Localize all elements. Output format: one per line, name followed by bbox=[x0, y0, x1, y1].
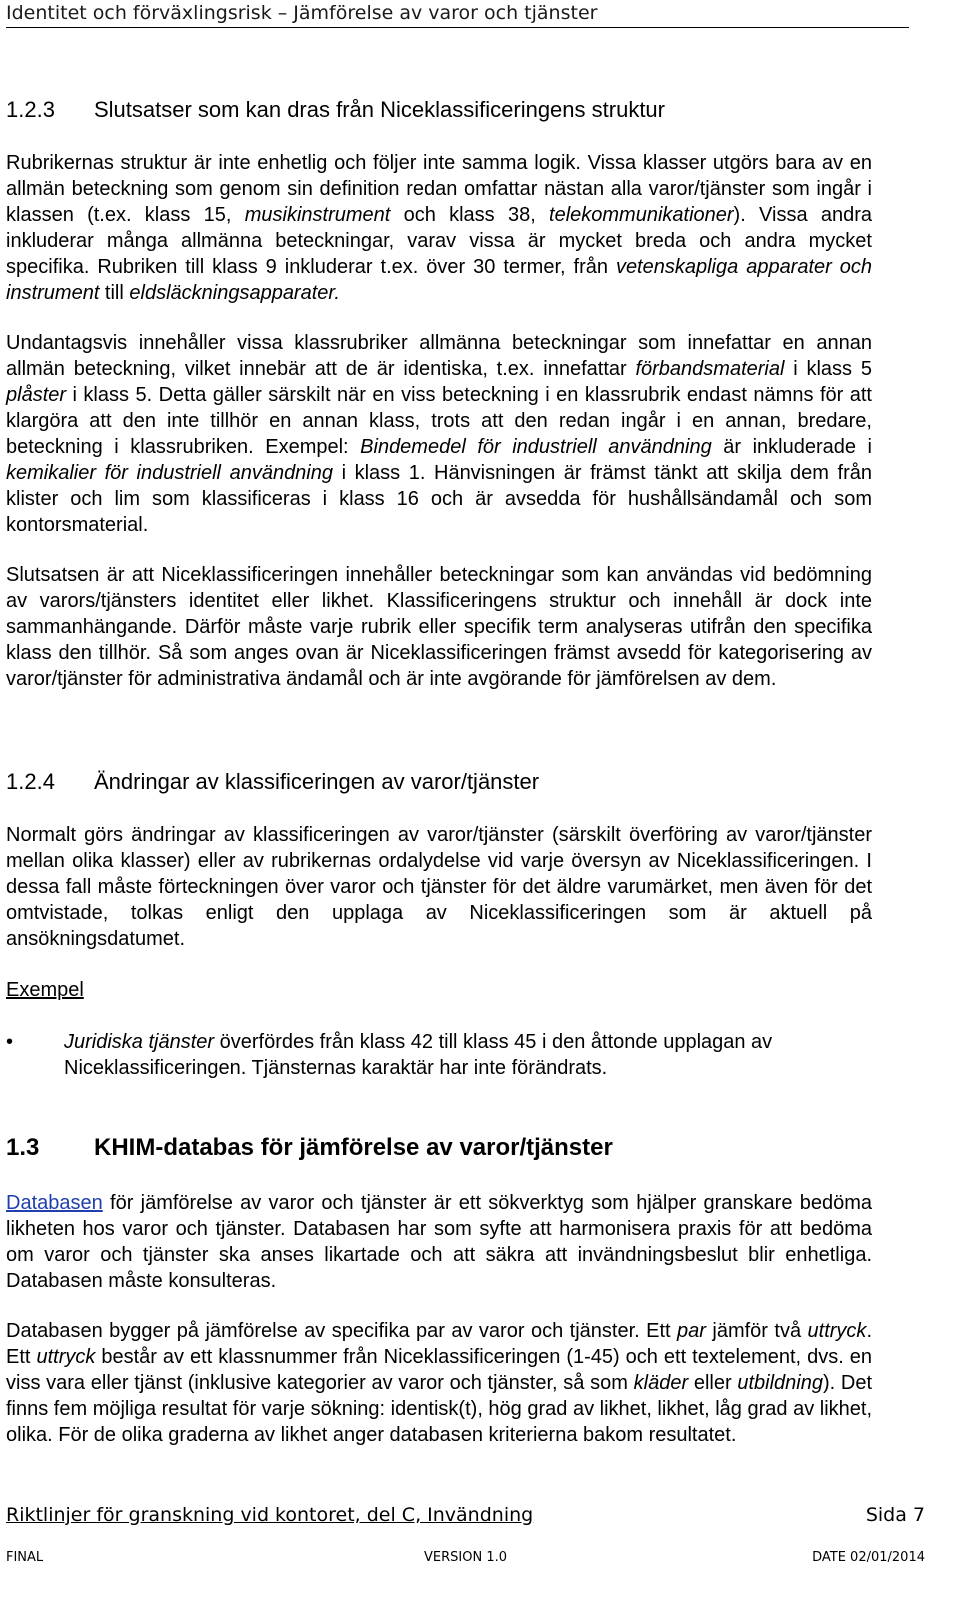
list-item bbox=[6, 1029, 872, 1081]
section-number: 1.2.3 bbox=[6, 97, 55, 122]
example-label: Exempel bbox=[6, 979, 84, 1001]
section-title: Slutsatser som kan dras från Niceklassificeringens struktur bbox=[94, 97, 665, 122]
text-run: är inkluderade i bbox=[711, 436, 873, 458]
section-heading-1-3 bbox=[6, 1133, 613, 1163]
text-run-italic: musikinstrument bbox=[244, 204, 391, 226]
footer-status: FINAL bbox=[6, 1550, 44, 1565]
bullet-icon: • bbox=[6, 1031, 14, 1053]
text-run: eller bbox=[688, 1372, 738, 1394]
paragraph-exceptions bbox=[6, 330, 872, 538]
text-run-italic: uttryck bbox=[807, 1320, 867, 1342]
text-run: jämför två bbox=[705, 1320, 808, 1342]
header-rule bbox=[6, 27, 909, 28]
paragraph-database-pairs bbox=[6, 1318, 872, 1448]
section-heading-1-2-3 bbox=[6, 96, 665, 124]
text-run: överfördes från klass 42 till klass 45 i den åttonde upplagan av Niceklassificeringen. Tjänsternas karaktär har inte förändrats. bbox=[64, 1031, 773, 1079]
text-run: i klass 5 bbox=[784, 358, 872, 380]
text-run-italic: vetenskapliga apparater och instrument bbox=[6, 256, 873, 304]
footer-version: VERSION 1.0 bbox=[424, 1550, 507, 1565]
text-run-italic: förbandsmaterial bbox=[635, 358, 785, 380]
text-run-italic: Juridiska tjänster bbox=[64, 1031, 215, 1053]
text-run-italic: par bbox=[677, 1320, 706, 1342]
footer-doc-title: Riktlinjer för granskning vid kontoret, del C, Invändning bbox=[6, 1504, 534, 1526]
paragraph-rubric-structure bbox=[6, 150, 872, 306]
text-run-italic: utbildning bbox=[737, 1372, 823, 1394]
text-run-italic: telekommunikationer bbox=[549, 204, 734, 226]
section-title: KHIM-databas för jämförelse av varor/tjänster bbox=[94, 1134, 613, 1161]
paragraph-changes: Normalt görs ändringar av klassificeringen av varor/tjänster (särskilt överföring av varor/tjänster mellan olika klasser) eller av rubrikernas ordalydelse vid varje översyn av Niceklassificeringen. I dessa fall måste förteckningen över varor och tjänster för det äldre varumärket, men även för det omtvistade, tolkas enligt den upplaga av Niceklassificeringen som är aktuell på ansökningsdatumet. bbox=[6, 824, 872, 950]
text-run: Databasen bygger på jämförelse av specifika par av varor och tjänster. Ett bbox=[6, 1320, 678, 1342]
page-number: Sida 7 bbox=[865, 1504, 925, 1526]
list-item-text bbox=[64, 1029, 872, 1081]
page-footer bbox=[6, 1502, 925, 1528]
running-header: Identitet och förväxlingsrisk – Jämförelse av varor och tjänster bbox=[6, 2, 598, 24]
text-run-italic: Bindemedel för industriell användning bbox=[360, 436, 712, 458]
text-run: ). Det finns fem möjliga resultat för varje sökning: identisk(t), hög grad av likhet, likhet, låg grad av likhet, olika. För de olika graderna av likhet anger databasen kriterierna bakom resultatet. bbox=[6, 1372, 873, 1446]
text-run-italic: eldsläckningsapparater. bbox=[129, 282, 340, 304]
text-run: för jämförelse av varor och tjänster är ett sökverktyg som hjälper granskare bedöma likheten hos varor och tjänster. Databasen har som syfte att harmonisera praxis för att bedöma om varor och tjänster ska anses likartade och att säkra att invändningsbeslut blir enhetliga. Databasen måste konsulteras. bbox=[6, 1192, 872, 1292]
text-run: Undantagsvis innehåller vissa klassrubriker allmänna beteckningar som innefattar en annan allmän beteckning, vilket innebär att de är identiska, t.ex. innefattar bbox=[6, 332, 872, 380]
section-number: 1.2.4 bbox=[6, 769, 55, 794]
paragraph-database-intro bbox=[6, 1190, 872, 1294]
text-run-italic: uttryck bbox=[36, 1346, 96, 1368]
text-run: . Ett bbox=[6, 1320, 872, 1368]
text-run: Rubrikernas struktur är inte enhetlig och följer inte samma logik. Vissa klasser utgörs bara av en allmän beteckning som genom sin definition redan omfattar nästan alla varor/tjänster som ingår i klassen (t.ex. klass 15, bbox=[6, 152, 872, 226]
section-heading-1-2-4 bbox=[6, 768, 539, 796]
text-run: och klass 38, bbox=[390, 204, 550, 226]
text-run: består av ett klassnummer från Niceklassificeringen (1-45) och ett textelement, dvs. en viss vara eller tjänst (inklusive kategorier av varor och tjänster, så som bbox=[6, 1346, 872, 1394]
database-link[interactable]: Databasen bbox=[6, 1192, 103, 1214]
paragraph-conclusion: Slutsatsen är att Niceklassificeringen innehåller beteckningar som kan användas vid bedömning av varors/tjänsters identitet eller likhet. Klassificeringens struktur och innehåll är dock inte sammanhängande. Därför måste varje rubrik eller specifik term analyseras utifrån den specifika klass den tillhör. Så som anges ovan är Niceklassificeringen främst avsedd för kategorisering av varor/tjänster för administrativa ändamål och är inte avgörande för jämförelsen av dem. bbox=[6, 564, 872, 690]
text-run-italic: plåster bbox=[6, 384, 67, 406]
footer-date: DATE 02/01/2014 bbox=[812, 1550, 925, 1565]
section-number: 1.3 bbox=[6, 1134, 40, 1161]
text-run: ). Vissa andra inkluderar många allmänna beteckningar, varav vissa är mycket breda och andra mycket specifika. Rubriken till klass 9 inkluderar t.ex. över 30 termer, från bbox=[6, 204, 872, 278]
text-run-italic: kläder bbox=[633, 1372, 689, 1394]
text-run: till bbox=[99, 282, 130, 304]
text-run: i klass 5. Detta gäller särskilt när en viss beteckning i en klassrubrik endast nämns för att klargöra att den inte tillhör en annan klass, trots att den redan ingår i en annan, bredare, beteckning i klassrubriken. Exempel: bbox=[6, 384, 872, 458]
text-run-italic: kemikalier för industriell användning bbox=[6, 462, 333, 484]
text-run: i klass 1. Hänvisningen är främst tänkt att skilja dem från klister och lim som klassificeras i klass 16 och är avsedda för hushållsändamål och som kontorsmaterial. bbox=[6, 462, 872, 536]
section-title: Ändringar av klassificeringen av varor/tjänster bbox=[94, 769, 540, 794]
